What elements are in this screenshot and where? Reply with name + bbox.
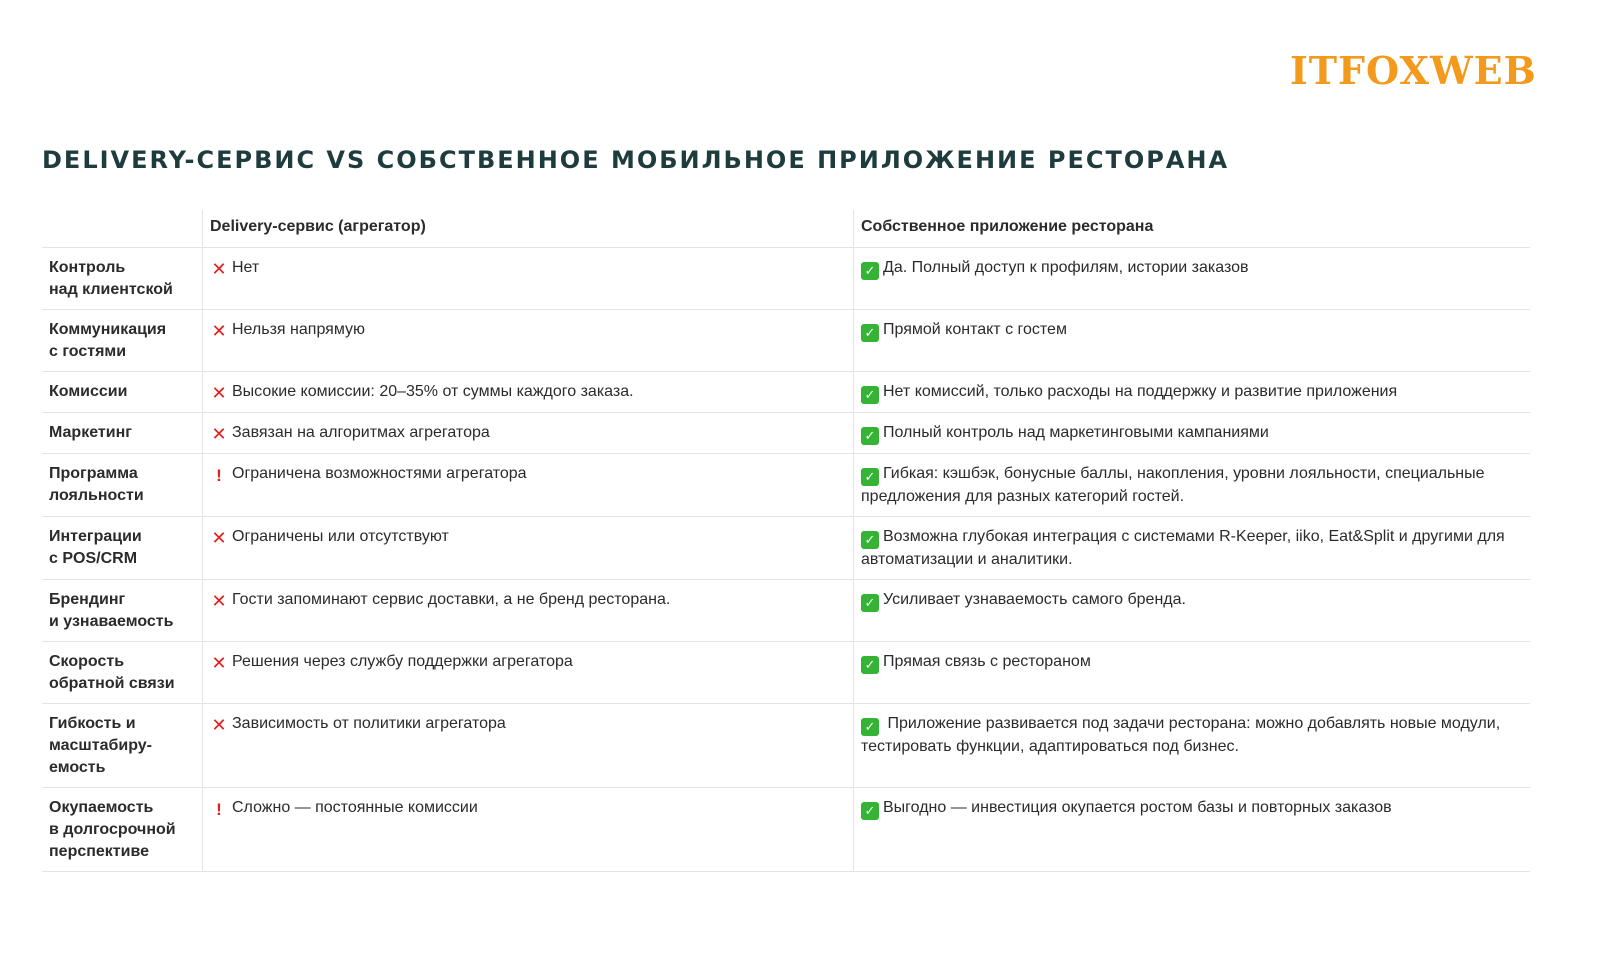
delivery-text: Нет — [232, 259, 260, 276]
delivery-cell — [203, 454, 854, 517]
table-row — [42, 372, 1530, 413]
delivery-text: Решения через службу поддержки агрегатора — [232, 653, 573, 670]
own-app-cell — [854, 580, 1531, 642]
check-icon: ✓ — [861, 718, 879, 736]
row-label: Контроль над клиентской — [49, 259, 173, 298]
row-label: Окупаемость в долгосрочной перспективе — [49, 799, 176, 860]
delivery-text: Ограничена возможностями агрегатора — [232, 465, 527, 482]
own-app-text: Прямой контакт с гостем — [883, 321, 1067, 338]
table-row — [42, 642, 1530, 704]
row-label: Комиссии — [49, 383, 128, 400]
own-app-text: Выгодно — инвестиция окупается ростом базы и повторных заказов — [883, 799, 1392, 816]
row-label: Маркетинг — [49, 424, 132, 441]
own-app-text: Приложение развивается под задачи ресторана: можно добавлять новые модули, тестировать функции, адаптироваться под бизнес. — [861, 715, 1501, 755]
delivery-text: Ограничены или отсутствуют — [232, 528, 449, 545]
delivery-cell — [203, 372, 854, 413]
delivery-text: Завязан на алгоритмах агрегатора — [232, 424, 490, 441]
table-row — [42, 788, 1530, 872]
own-app-cell — [854, 517, 1531, 580]
delivery-cell — [203, 517, 854, 580]
cross-icon: ✕ — [211, 715, 227, 735]
own-app-cell — [854, 248, 1531, 310]
table-row — [42, 517, 1530, 580]
own-app-cell — [854, 413, 1531, 454]
table-header-row — [42, 210, 1530, 248]
own-app-text: Да. Полный доступ к профилям, истории заказов — [883, 259, 1249, 276]
own-app-text: Нет комиссий, только расходы на поддержку и развитие приложения — [883, 383, 1398, 400]
delivery-text: Зависимость от политики агрегатора — [232, 715, 506, 732]
own-app-cell — [854, 454, 1531, 517]
cross-icon: ✕ — [211, 653, 227, 673]
own-app-text: Возможна глубокая интеграция с системами R-Keeper, iiko, Eat&Split и другими для автоматизации и аналитики. — [861, 528, 1505, 568]
delivery-cell — [203, 248, 854, 310]
delivery-cell — [203, 704, 854, 788]
cross-icon: ✕ — [211, 591, 227, 611]
cross-icon: ✕ — [211, 424, 227, 444]
header-blank — [42, 210, 203, 248]
check-icon: ✓ — [861, 262, 879, 280]
row-label: Гибкость и масштабиру-емость — [49, 715, 152, 776]
delivery-cell — [203, 413, 854, 454]
exclamation-icon: ! — [216, 800, 222, 819]
own-app-cell — [854, 310, 1531, 372]
check-icon: ✓ — [861, 427, 879, 445]
own-app-cell — [854, 704, 1531, 788]
brand-logo: ITFOXWEB — [1290, 48, 1537, 93]
table-row — [42, 310, 1530, 372]
check-icon: ✓ — [861, 594, 879, 612]
check-icon: ✓ — [861, 802, 879, 820]
cross-icon: ✕ — [211, 383, 227, 403]
delivery-text: Сложно — постоянные комиссии — [232, 799, 478, 816]
own-app-text: Прямая связь с рестораном — [883, 653, 1091, 670]
header-own-app: Собственное приложение ресторана — [861, 218, 1154, 235]
check-icon: ✓ — [861, 324, 879, 342]
own-app-cell — [854, 372, 1531, 413]
row-label: Интеграции с POS/CRM — [49, 528, 142, 567]
check-icon: ✓ — [861, 386, 879, 404]
own-app-text: Усиливает узнаваемость самого бренда. — [883, 591, 1186, 608]
own-app-text: Полный контроль над маркетинговыми кампаниями — [883, 424, 1269, 441]
check-icon: ✓ — [861, 656, 879, 674]
table-row — [42, 454, 1530, 517]
delivery-text: Высокие комиссии: 20–35% от суммы каждого заказа. — [232, 383, 634, 400]
header-delivery: Delivery-сервис (агрегатор) — [203, 210, 854, 248]
delivery-cell — [203, 642, 854, 704]
cross-icon: ✕ — [211, 528, 227, 548]
row-label: Скорость обратной связи — [49, 653, 175, 692]
delivery-cell — [203, 788, 854, 872]
row-label: Программа лояльности — [49, 465, 144, 504]
delivery-cell — [203, 310, 854, 372]
delivery-cell — [203, 580, 854, 642]
table-row — [42, 413, 1530, 454]
delivery-text: Нельзя напрямую — [232, 321, 365, 338]
row-label: Брендинг и узнаваемость — [49, 591, 174, 630]
own-app-cell — [854, 788, 1531, 872]
check-icon: ✓ — [861, 468, 879, 486]
comparison-table — [42, 210, 1530, 872]
row-label: Коммуникация с гостями — [49, 321, 167, 360]
own-app-cell — [854, 642, 1531, 704]
delivery-text: Гости запоминают сервис доставки, а не бренд ресторана. — [232, 591, 671, 608]
page-title: DELIVERY-СЕРВИС VS СОБСТВЕННОЕ МОБИЛЬНОЕ ПРИЛОЖЕНИЕ РЕСТОРАНА — [42, 146, 1230, 174]
table-row — [42, 580, 1530, 642]
table-row — [42, 248, 1530, 310]
check-icon: ✓ — [861, 531, 879, 549]
cross-icon: ✕ — [211, 259, 227, 279]
table-row — [42, 704, 1530, 788]
exclamation-icon: ! — [216, 466, 222, 485]
own-app-text: Гибкая: кэшбэк, бонусные баллы, накопления, уровни лояльности, специальные предложения для разных категорий гостей. — [861, 465, 1485, 505]
cross-icon: ✕ — [211, 321, 227, 341]
